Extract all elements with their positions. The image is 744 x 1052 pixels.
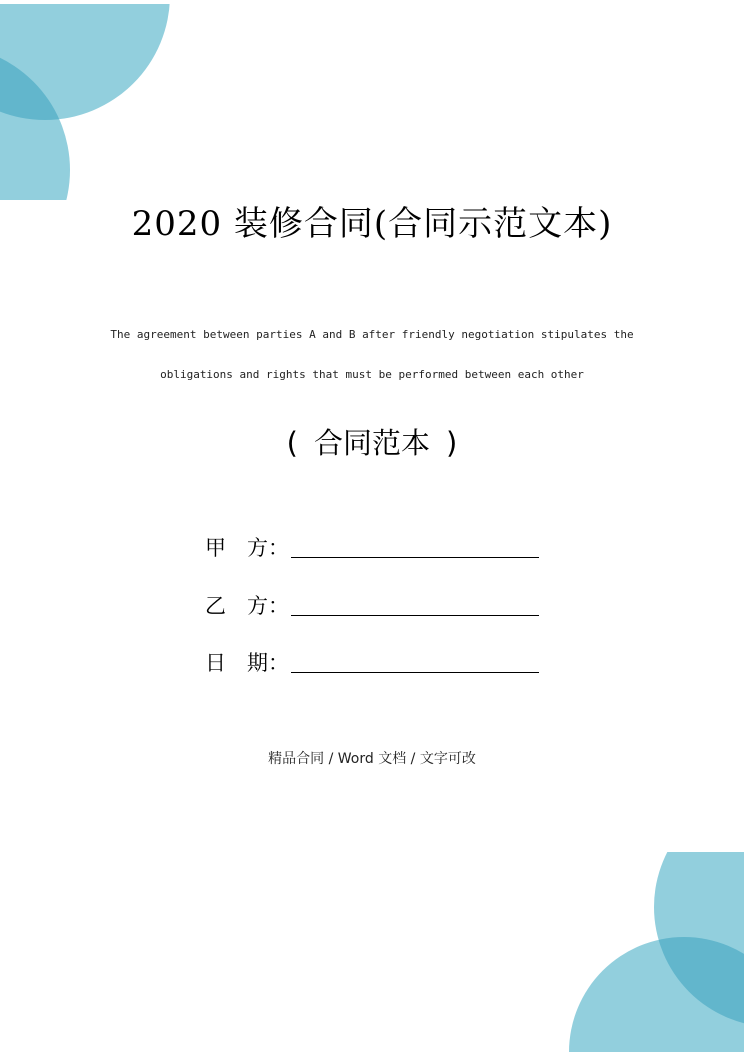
footer-note: 精品合同 / Word 文档 / 文字可改 <box>268 751 476 767</box>
bottom-right-circle-decoration <box>554 852 744 1052</box>
date-label: 日 期： <box>205 651 289 675</box>
subtitle-line-2: obligations and rights that must be performed between each other <box>160 368 584 381</box>
party-b-label: 乙 方： <box>205 594 289 618</box>
document-type-heading <box>0 418 744 468</box>
open-paren: ( <box>286 426 298 460</box>
party-b-field <box>205 588 555 620</box>
document-type-label: 合同范本 <box>313 426 430 460</box>
date-blank-line <box>291 648 539 673</box>
subtitle-line-1: The agreement between parties A and B after friendly negotiation stipulates the <box>110 328 634 341</box>
party-a-field <box>205 530 555 562</box>
party-a-label: 甲 方： <box>205 536 289 560</box>
top-left-circle-decoration <box>0 0 180 200</box>
document-title: 2020 装修合同(合同示范文本) <box>131 204 613 244</box>
close-paren: ) <box>446 426 458 460</box>
date-field <box>205 645 555 677</box>
party-b-blank-line <box>291 591 539 616</box>
party-a-blank-line <box>291 533 539 558</box>
